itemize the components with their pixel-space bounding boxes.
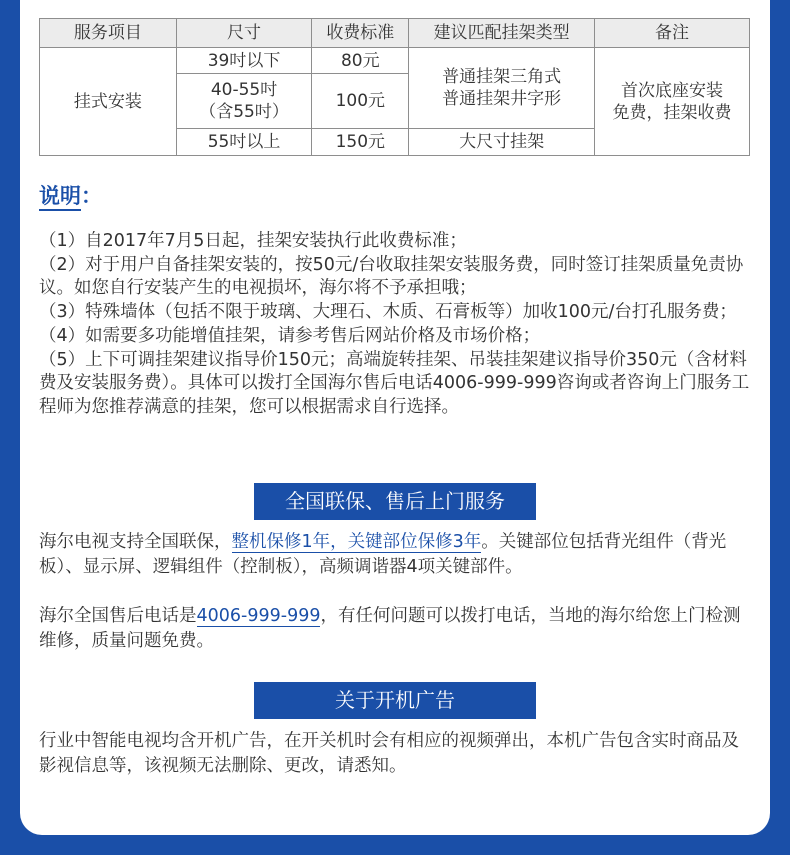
warranty-text: 。关键部位包括背光组件（背光板）、显示屏、逻辑组件（控制板），高频调谐器4项关键部件。 (39, 532, 727, 577)
header-bracket-type: 建议匹配挂架类型 (409, 19, 595, 48)
note-item: （5）上下可调挂架建议指导价150元；高端旋转挂架、吊装挂架建议指导价350元（含材料费及安装服务费）。具体可以拨打全国海尔售后电话4006-999-999咨询或者咨询上门服务工程师为您推荐满意的挂架，您可以根据需求自行选择。 (39, 349, 750, 417)
installation-fee-table (39, 18, 750, 156)
bracket-line: 普通挂架三角式 (442, 67, 562, 87)
remark-line: 首次底座安装 (620, 80, 723, 101)
header-size: 尺寸 (176, 19, 312, 48)
header-remark: 备注 (594, 19, 749, 48)
notes-heading (39, 180, 102, 210)
note-item: （3）特殊墙体（包括不限于玻璃、大理石、木质、石膏板等）加收100元/台打孔服务费； (39, 302, 737, 323)
hotline-phone-link[interactable]: 4006-999-999 (196, 606, 321, 626)
service-cell: 挂式安装 (40, 48, 177, 156)
ad-paragraph (39, 729, 751, 779)
size-cell (176, 74, 312, 129)
notes-heading-text: 说明 (39, 184, 81, 211)
bracket-line: 普通挂架井字形 (442, 89, 562, 109)
note-item: （4）如需要多功能增值挂架，请参考售后网站价格及市场价格； (39, 325, 541, 346)
remark-cell (594, 48, 749, 156)
service-banner: 全国联保、售后上门服务 (254, 483, 536, 520)
warranty-paragraph (39, 530, 751, 580)
size-cell: 39吋以下 (176, 48, 312, 74)
content-card (20, 0, 770, 835)
notes-heading-colon: ： (81, 184, 102, 208)
ad-banner: 关于开机广告 (254, 682, 536, 719)
warranty-link[interactable]: 整机保修1年，关键部位保修3年 (231, 532, 482, 552)
remark-line: 免费，挂架收费 (612, 102, 732, 123)
hotline-text: ，有任何问题可以拨打电话，当地的海尔给您上门检测维修，质量问题免费。 (39, 606, 741, 651)
size-line: （含55吋） (199, 102, 289, 122)
price-cell: 150元 (312, 129, 409, 156)
price-cell: 100元 (312, 74, 409, 129)
hotline-text: 海尔全国售后电话是 (39, 606, 197, 626)
hotline-paragraph (39, 604, 751, 654)
note-item: （1）自2017年7月5日起，挂架安装执行此收费标准； (39, 231, 467, 251)
ad-text: 行业中智能电视均含开机广告，在开关机时会有相应的视频弹出，本机广告包含实时商品及影视信息等，该视频无法删除、更改，请悉知。 (39, 731, 739, 776)
bracket-cell: 大尺寸挂架 (409, 129, 595, 156)
size-line: 40-55吋 (210, 80, 278, 100)
warranty-text: 海尔电视支持全国联保， (39, 532, 232, 552)
bracket-cell (409, 48, 595, 129)
price-cell: 80元 (312, 48, 409, 74)
note-item: （2）对于用户自备挂架安装的，按50元/台收取挂架安装服务费，同时签订挂架质量免责协议。如您自行安装产生的电视损坏，海尔将不予承担哦； (39, 254, 744, 299)
header-price: 收费标准 (312, 19, 409, 48)
notes-list (39, 230, 751, 420)
header-service: 服务项目 (40, 19, 177, 48)
table-header-row (40, 19, 750, 48)
table-row (40, 48, 750, 74)
size-cell: 55吋以上 (176, 129, 312, 156)
